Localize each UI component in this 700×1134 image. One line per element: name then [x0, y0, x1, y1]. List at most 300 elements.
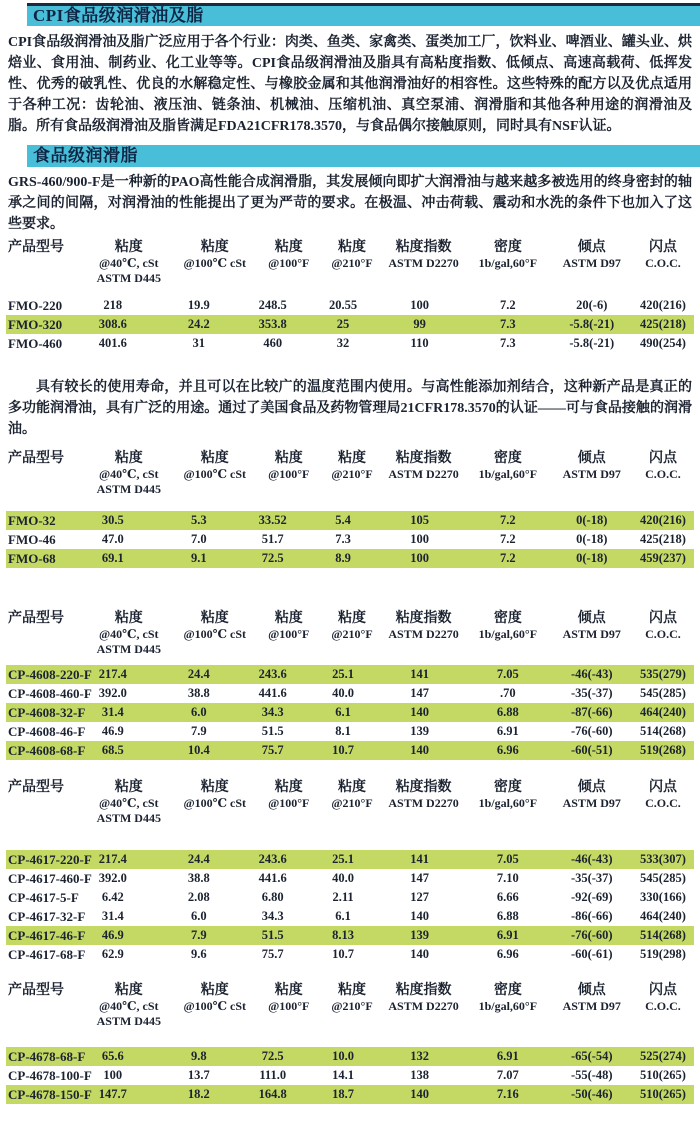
column-header-line: 闪点 — [648, 451, 677, 466]
column-header-line: 1b/gal,60°F — [478, 999, 538, 1013]
table-row — [6, 665, 694, 684]
column-header-line: 产品型号 — [8, 611, 64, 626]
column-header-line: @210°F — [331, 467, 373, 481]
table-cell: 9.6 — [190, 947, 207, 961]
table-cell: 31.4 — [101, 705, 124, 719]
product-model: CP-4678-100-F — [8, 1068, 92, 1083]
column-header-line: 粘度 — [274, 780, 303, 795]
table-cell: -55(-48) — [570, 1068, 613, 1082]
column-header-line: 倾点 — [577, 240, 606, 255]
product-model: FMO-320 — [8, 317, 63, 332]
table-cell: 34.3 — [261, 705, 284, 719]
column-header-line: 粘度 — [114, 240, 143, 255]
column-header-line: 粘度指数 — [395, 611, 452, 626]
column-header-line: 倾点 — [577, 983, 606, 998]
table-row — [6, 869, 694, 888]
column-header-line: ASTM D445 — [96, 642, 161, 656]
column-header-line: 粘度 — [274, 451, 303, 466]
column-header — [173, 779, 256, 811]
table-cell: 392.0 — [98, 686, 127, 700]
table-cell: 490(254) — [640, 336, 686, 350]
table-cell: 140 — [410, 705, 429, 719]
table-cell: 38.8 — [187, 686, 210, 700]
table-row — [6, 850, 694, 869]
table-cell: -46(-43) — [570, 852, 613, 866]
column-header — [383, 779, 464, 811]
table-cell: 10.7 — [332, 947, 354, 961]
table-row — [6, 511, 694, 530]
column-header-line: 密度 — [493, 983, 522, 998]
column-header-line: 倾点 — [577, 780, 606, 795]
table-cell: 46.9 — [101, 928, 124, 942]
column-header — [552, 779, 632, 811]
table-cell: 510(265) — [640, 1068, 686, 1082]
table-cell: 401.6 — [98, 336, 127, 350]
product-table-3 — [0, 610, 700, 760]
table-row — [6, 1085, 694, 1104]
column-header-line: ASTM D2270 — [388, 999, 459, 1013]
table-cell: -46(-43) — [570, 667, 613, 681]
table-row — [6, 926, 694, 945]
table-row — [6, 1047, 694, 1066]
column-header — [632, 450, 694, 482]
column-header-line: ASTM D2270 — [388, 796, 459, 810]
column-header-line: 1b/gal,60°F — [478, 256, 538, 270]
column-header — [6, 982, 84, 999]
intro-paragraph: CPI食品级润滑油及脂广泛应用于各个行业：肉类、鱼类、家禽类、蛋类加工厂，饮料业、啤酒业、罐头业、烘焙业、食用油、制药业、化工业等等。CPI食品级润滑油及脂具有高粘度指数、低倾点、高速高载荷、低挥发性、优秀的破乳性、优良的水解稳定性、与橡胶金属和其他润滑油好的相容性。这些特殊的配方以及优点适用于各种工况：齿轮油、液压油、链条油、机械油、压缩机油、真空泵浦、润滑脂和其他各种用途的润滑油及脂。所有食品级润滑油及脂皆满足FDA21CFR178.3570，与食品偶尔接触原则，同时具有NSF认证。 — [8, 35, 692, 134]
column-header-line: @40℃, cSt — [99, 467, 159, 481]
table-row — [6, 1066, 694, 1085]
table-cell: -5.8(-21) — [569, 317, 615, 331]
table-row — [6, 741, 694, 760]
column-header-line: ASTM D2270 — [388, 467, 459, 481]
table-cell: 141 — [410, 667, 429, 681]
table-cell: 34.3 — [261, 909, 284, 923]
table-cell: 10.7 — [332, 743, 354, 757]
table-cell: -35(-37) — [570, 686, 613, 700]
column-header-line: 1b/gal,60°F — [478, 467, 538, 481]
column-header-line: 粘度 — [200, 780, 229, 795]
table-cell: 0(-18) — [576, 513, 608, 527]
table-cell: 25.1 — [332, 667, 354, 681]
table-cell: 31.4 — [101, 909, 124, 923]
table-cell: 132 — [410, 1049, 429, 1063]
table-cell: 7.3 — [335, 532, 351, 546]
table-cell: 111.0 — [259, 1068, 287, 1082]
table-cell: 425(218) — [640, 317, 686, 331]
product-model: CP-4617-460-F — [8, 871, 92, 886]
column-header-line: 粘度指数 — [395, 780, 452, 795]
table-cell: 6.1 — [335, 705, 351, 719]
column-header-line: ASTM D445 — [96, 482, 161, 496]
column-header-line: 闪点 — [648, 240, 677, 255]
section-title-grease: 食品级润滑脂 — [27, 145, 700, 167]
table-cell: -60(-51) — [570, 743, 613, 757]
table-cell: 140 — [410, 743, 429, 757]
column-header-line: 粘度 — [274, 611, 303, 626]
column-header-line: 粘度指数 — [395, 451, 452, 466]
table-row — [6, 315, 694, 334]
table-cell: 6.96 — [496, 743, 519, 757]
product-model: CP-4617-46-F — [8, 928, 86, 943]
table-header-row — [6, 982, 694, 1029]
table-row — [6, 703, 694, 722]
column-header-line: 倾点 — [577, 451, 606, 466]
table-row — [6, 888, 694, 907]
product-model: FMO-32 — [8, 513, 56, 528]
table-cell: 510(265) — [640, 1087, 686, 1101]
table-cell: 100 — [103, 1068, 123, 1082]
table-cell: 9.8 — [190, 1049, 207, 1063]
table-cell: 147.7 — [98, 1087, 127, 1101]
table-cell: 31 — [192, 336, 206, 350]
table-cell: -76(-60) — [570, 724, 613, 738]
product-model: CP-4608-220-F — [8, 667, 92, 682]
table-cell: 46.9 — [101, 724, 124, 738]
table-cell: 6.80 — [261, 890, 284, 904]
column-header-line: ASTM D2270 — [388, 256, 459, 270]
table-cell: 535(279) — [640, 667, 686, 681]
table-cell: 8.13 — [332, 928, 354, 942]
table-cell: 243.6 — [258, 667, 287, 681]
column-header-line: 密度 — [493, 451, 522, 466]
table-cell: 62.9 — [101, 947, 124, 961]
column-header — [464, 450, 551, 482]
table-cell: 140 — [410, 909, 429, 923]
table-row — [6, 530, 694, 549]
table-cell: 139 — [410, 724, 429, 738]
product-model: CP-4608-460-F — [8, 686, 92, 701]
table-row — [6, 722, 694, 741]
product-model: FMO-460 — [8, 336, 63, 351]
column-header-line: 粘度 — [200, 240, 229, 255]
table-cell: 459(237) — [640, 551, 686, 565]
column-header-line: @40℃, cSt — [99, 627, 159, 641]
column-header-line: 粘度 — [338, 780, 367, 795]
column-header — [256, 239, 321, 271]
column-header-line: 倾点 — [577, 611, 606, 626]
column-header — [632, 610, 694, 642]
table-cell: 8.9 — [335, 551, 351, 565]
table-cell: 25.1 — [332, 852, 354, 866]
table-cell: 6.88 — [496, 705, 519, 719]
table-cell: 248.5 — [258, 298, 287, 312]
product-model: CP-4617-220-F — [8, 852, 92, 867]
table-cell: 330(166) — [640, 890, 686, 904]
table-cell: 24.4 — [187, 667, 210, 681]
table-header-row — [6, 779, 694, 826]
table-cell: 6.66 — [496, 890, 519, 904]
table-cell: 38.8 — [187, 871, 210, 885]
table-header-row — [6, 610, 694, 657]
section-title-main: CPI食品级润滑油及脂 — [27, 3, 700, 26]
table-cell: 14.1 — [332, 1068, 354, 1082]
product-table-4 — [0, 779, 700, 964]
product-model: CP-4678-150-F — [8, 1087, 92, 1102]
column-header-line: @210°F — [331, 796, 373, 810]
product-model: CP-4608-32-F — [8, 705, 86, 720]
table-cell: 6.42 — [101, 890, 124, 904]
column-header — [321, 450, 383, 482]
column-header-line: 粘度 — [114, 780, 143, 795]
column-header-line: 粘度 — [114, 611, 143, 626]
column-header — [84, 610, 173, 657]
column-header-line: C.O.C. — [645, 796, 681, 810]
product-model: CP-4678-68-F — [8, 1049, 86, 1064]
column-header-line: 闪点 — [648, 983, 677, 998]
product-model: FMO-46 — [8, 532, 56, 547]
table-cell: 68.5 — [101, 743, 124, 757]
column-header-line: 粘度 — [338, 451, 367, 466]
table-cell: -5.8(-21) — [569, 336, 615, 350]
table-cell: 100 — [410, 551, 429, 565]
column-header-line: 粘度 — [114, 983, 143, 998]
table-cell: 7.2 — [500, 513, 516, 527]
column-header — [6, 239, 84, 256]
column-header-line: C.O.C. — [645, 627, 681, 641]
column-header-line: C.O.C. — [645, 256, 681, 270]
column-header-line: ASTM D2270 — [388, 627, 459, 641]
column-header-line: @100℃ cSt — [183, 627, 247, 641]
table-header-row — [6, 450, 694, 497]
table-cell: 140 — [410, 1087, 429, 1101]
column-header — [173, 610, 256, 642]
column-header-line: @100°F — [268, 256, 310, 270]
column-header-line: C.O.C. — [645, 467, 681, 481]
table-cell: 127 — [410, 890, 429, 904]
table-cell: 308.6 — [98, 317, 127, 331]
column-header — [256, 982, 321, 1014]
column-header — [464, 239, 551, 271]
column-header-line: ASTM D97 — [562, 627, 621, 641]
table-cell: 40.0 — [332, 871, 354, 885]
table-cell: 10.0 — [332, 1049, 354, 1063]
column-header-line: 粘度 — [338, 983, 367, 998]
table-row — [6, 296, 694, 315]
column-header-line: 粘度指数 — [395, 240, 452, 255]
table-cell: 18.7 — [332, 1087, 354, 1101]
table-cell: 18.2 — [187, 1087, 210, 1101]
column-header — [552, 239, 632, 271]
table-cell: 24.4 — [187, 852, 210, 866]
product-model: CP-4617-32-F — [8, 909, 86, 924]
table-cell: 2.11 — [332, 890, 354, 904]
product-model: CP-4608-46-F — [8, 724, 86, 739]
column-header — [173, 450, 256, 482]
table-cell: 7.05 — [496, 667, 519, 681]
column-header — [84, 450, 173, 497]
table-cell: 99 — [413, 317, 426, 331]
product-model: CP-4608-68-F — [8, 743, 86, 758]
table-cell: 243.6 — [258, 852, 287, 866]
table-cell: 519(268) — [640, 743, 686, 757]
table-cell: 525(274) — [640, 1049, 686, 1063]
column-header — [256, 610, 321, 642]
column-header-line: 粘度 — [338, 240, 367, 255]
column-header-line: ASTM D97 — [562, 999, 621, 1013]
column-header-line: ASTM D445 — [96, 271, 161, 285]
table-row — [6, 549, 694, 568]
column-header-line: 粘度指数 — [395, 983, 452, 998]
table-cell: 20.55 — [328, 298, 358, 312]
column-header — [383, 450, 464, 482]
table-cell: 353.8 — [258, 317, 287, 331]
table-cell: 7.3 — [500, 336, 516, 350]
table-cell: 69.1 — [101, 551, 124, 565]
column-header-line: 产品型号 — [8, 983, 64, 998]
column-header-line: ASTM D445 — [96, 811, 161, 825]
table-cell: 164.8 — [258, 1087, 287, 1101]
column-header — [383, 982, 464, 1014]
column-header — [321, 779, 383, 811]
column-header-line: @100℃ cSt — [183, 467, 247, 481]
table-cell: 40.0 — [332, 686, 354, 700]
column-header-line: ASTM D97 — [562, 256, 621, 270]
column-header-line: 产品型号 — [8, 780, 64, 795]
table-cell: -35(-37) — [570, 871, 613, 885]
table-cell: 147 — [410, 686, 429, 700]
product-model: CP-4617-68-F — [8, 947, 86, 962]
column-header — [84, 982, 173, 1029]
table-cell: 25 — [336, 317, 350, 331]
column-header-line: @40℃, cSt — [99, 256, 159, 270]
table-cell: 72.5 — [261, 1049, 284, 1063]
table-cell: 514(268) — [640, 724, 686, 738]
table-cell: 392.0 — [98, 871, 127, 885]
column-header — [552, 610, 632, 642]
table-cell: 141 — [410, 852, 429, 866]
table-cell: 5.3 — [190, 513, 207, 527]
product-table-1 — [0, 239, 700, 353]
table-cell: 218 — [103, 298, 123, 312]
table-cell: 10.4 — [187, 743, 210, 757]
column-header — [552, 982, 632, 1014]
table-cell: 6.96 — [496, 947, 519, 961]
table-cell: 533(307) — [640, 852, 686, 866]
column-header-line: 粘度 — [200, 611, 229, 626]
table-cell: 105 — [410, 513, 429, 527]
table-cell: 6.91 — [496, 724, 519, 738]
table-cell: 147 — [410, 871, 429, 885]
table-cell: 441.6 — [258, 871, 287, 885]
table-cell: 8.1 — [335, 724, 351, 738]
table-cell: 7.2 — [500, 298, 516, 312]
table-cell: -60(-61) — [570, 947, 613, 961]
table-cell: 24.2 — [187, 317, 210, 331]
column-header-line: @40℃, cSt — [99, 999, 159, 1013]
column-header-line: 密度 — [493, 611, 522, 626]
column-header-line: 密度 — [493, 780, 522, 795]
table-cell: 75.7 — [261, 947, 284, 961]
column-header-line: 粘度 — [200, 983, 229, 998]
table-cell: 13.7 — [187, 1068, 210, 1082]
table-cell: 425(218) — [640, 532, 686, 546]
column-header — [84, 239, 173, 286]
table-cell: -86(-66) — [570, 909, 613, 923]
table-cell: -87(-66) — [570, 705, 613, 719]
table-cell: 65.6 — [101, 1049, 124, 1063]
table-header-row — [6, 239, 694, 286]
column-header — [173, 239, 256, 271]
table-cell: 51.5 — [261, 928, 284, 942]
column-header — [632, 239, 694, 271]
table-cell: 6.1 — [335, 909, 351, 923]
column-header-line: @100°F — [268, 627, 310, 641]
product-model: FMO-68 — [8, 551, 56, 566]
column-header — [464, 982, 551, 1014]
column-header — [632, 982, 694, 1014]
table-row — [6, 334, 694, 353]
table-cell: 217.4 — [98, 667, 127, 681]
table-cell: 51.5 — [261, 724, 284, 738]
table-cell: 47.0 — [101, 532, 124, 546]
column-header — [173, 982, 256, 1014]
column-header-line: 密度 — [493, 240, 522, 255]
column-header-line: ASTM D445 — [96, 1014, 161, 1028]
table-cell: 514(268) — [640, 928, 686, 942]
mid-paragraph: 具有较长的使用寿命，并且可以在比较广的温度范围内使用。与高性能添加剂结合，这种新产品是真正的多功能润滑油，具有广泛的用途。通过了美国食品及药物管理局21CFR178.3570的认证——可与食品接触的润滑油。 — [8, 380, 692, 437]
column-header-line: 产品型号 — [8, 240, 64, 255]
product-model: FMO-220 — [8, 298, 63, 313]
table-cell: 5.4 — [335, 513, 351, 527]
table-cell: 7.07 — [496, 1068, 519, 1082]
table-cell: .70 — [500, 686, 516, 700]
product-table-2 — [0, 450, 700, 568]
table-cell: 32 — [336, 336, 350, 350]
table-row — [6, 945, 694, 964]
table-cell: 140 — [410, 947, 429, 961]
table-cell: 217.4 — [98, 852, 127, 866]
table-row — [6, 907, 694, 926]
table-cell: 7.0 — [190, 532, 207, 546]
table-cell: 420(216) — [640, 298, 686, 312]
table-cell: 72.5 — [261, 551, 284, 565]
table-cell: 139 — [410, 928, 429, 942]
column-header — [84, 779, 173, 826]
column-header-line: @100°F — [268, 999, 310, 1013]
column-header-line: ASTM D97 — [562, 467, 621, 481]
table-cell: 51.7 — [261, 532, 284, 546]
column-header-line: @100°F — [268, 796, 310, 810]
column-header-line: @100℃ cSt — [183, 256, 247, 270]
column-header-line: ASTM D97 — [562, 796, 621, 810]
table-cell: 110 — [410, 336, 429, 350]
table-cell: -65(-54) — [570, 1049, 613, 1063]
column-header-line: 粘度 — [114, 451, 143, 466]
table-cell: 7.3 — [500, 317, 516, 331]
table-cell: 545(285) — [640, 686, 686, 700]
column-header — [6, 779, 84, 796]
column-header-line: 粘度 — [200, 451, 229, 466]
column-header-line: 1b/gal,60°F — [478, 627, 538, 641]
column-header — [256, 450, 321, 482]
column-header-line: 闪点 — [648, 780, 677, 795]
table-cell: 6.0 — [190, 705, 207, 719]
table-cell: -76(-60) — [570, 928, 613, 942]
column-header-line: @210°F — [331, 627, 373, 641]
column-header — [464, 610, 551, 642]
column-header — [632, 779, 694, 811]
column-header-line: 产品型号 — [8, 451, 64, 466]
column-header-line: @210°F — [331, 256, 373, 270]
grease-paragraph: GRS-460/900-F是一种新的PAO高性能合成润滑脂，其发展倾向即扩大润滑油与越来越多被选用的终身密封的轴承之间的间隔，对润滑油的性能提出了更为严苛的要求。在极温、冲击荷载、震动和水洗的条件下也加入了这些要求。 — [8, 175, 692, 232]
column-header-line: @100℃ cSt — [183, 796, 247, 810]
column-header — [321, 610, 383, 642]
table-cell: 33.52 — [258, 513, 287, 527]
column-header-line: C.O.C. — [645, 999, 681, 1013]
table-cell: 100 — [410, 298, 429, 312]
column-header — [464, 779, 551, 811]
